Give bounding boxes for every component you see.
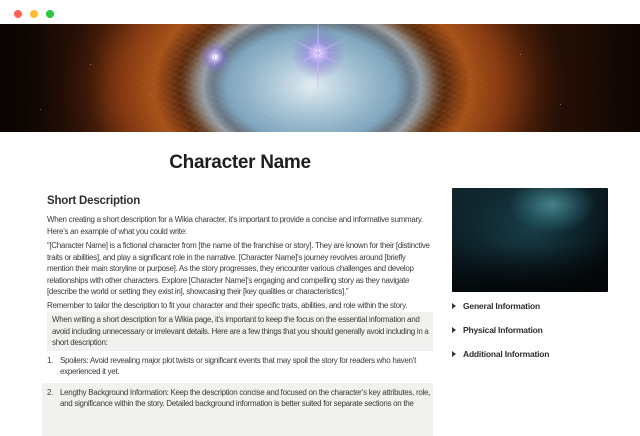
chevron-right-icon bbox=[452, 327, 456, 333]
toggle-label: Additional Information bbox=[463, 349, 550, 359]
toggle-additional-information[interactable] bbox=[452, 349, 612, 359]
close-button[interactable] bbox=[14, 10, 22, 18]
sidebar-toggle-list bbox=[452, 301, 612, 373]
background-stars bbox=[0, 24, 1, 25]
nebula-image bbox=[452, 188, 608, 292]
list-item-text: Lengthy Background Information: Keep the description concise and focused on the character’s key attributes, role, and significance within the story. Detailed background information is better suited for separate sections on the bbox=[60, 387, 431, 408]
star-diffraction-spike bbox=[214, 42, 215, 72]
star-diffraction-spike bbox=[317, 24, 319, 98]
toggle-physical-information[interactable] bbox=[452, 325, 612, 335]
chevron-right-icon bbox=[452, 351, 456, 357]
zoom-button[interactable] bbox=[46, 10, 54, 18]
list-item-text: Spoilers: Avoid revealing major plot twists or significant events that may spoil the story for readers who haven’t experienced it yet. bbox=[60, 355, 417, 376]
list-item-number: 2. bbox=[47, 387, 54, 397]
toggle-label: Physical Information bbox=[463, 325, 543, 335]
intro-paragraph: When creating a short description for a Wikia character, it’s important to provide a concise and informative summary. Here’s an example of what you could write: bbox=[47, 215, 423, 236]
star-diffraction-spike bbox=[290, 52, 346, 53]
window-titlebar bbox=[0, 0, 640, 24]
example-quote-paragraph: “[Character Name] is a fictional character from [the name of the franchise or story]. They are known for their [distinctive traits or abilities], and play a significant role in the narrative. [Character Name]’s journey revolves around [briefly mention their main storyline or purpose]. As the story progresses, they encounter various challenges and develop relationships with other characters. Explore [Character Name]’s engaging and compelling story as they navigate [describe the world or setting they exist in], showcasing their [key qualities or characteristics].” bbox=[47, 241, 430, 296]
chevron-right-icon bbox=[452, 303, 456, 309]
main-column bbox=[47, 194, 433, 436]
toggle-label: General Information bbox=[463, 301, 540, 311]
minimize-button[interactable] bbox=[30, 10, 38, 18]
section-heading: Short Description bbox=[47, 195, 141, 207]
list-item-number: 1. bbox=[47, 355, 54, 365]
toggle-general-information[interactable] bbox=[452, 301, 612, 311]
page-title: Character Name bbox=[169, 152, 311, 173]
callout-block: When writing a short description for a Wikia page, it’s important to keep the focus on the essential information and avoid including unnecessary or irrelevant details. Here are a few things that you should generally avoid including in a short description: bbox=[47, 312, 433, 351]
reminder-paragraph: Remember to tailor the description to fit your character and their specific traits, abilities, and role within the story. bbox=[47, 300, 408, 310]
list-item bbox=[42, 383, 433, 436]
list-item bbox=[42, 353, 433, 380]
cover-image bbox=[0, 24, 640, 132]
